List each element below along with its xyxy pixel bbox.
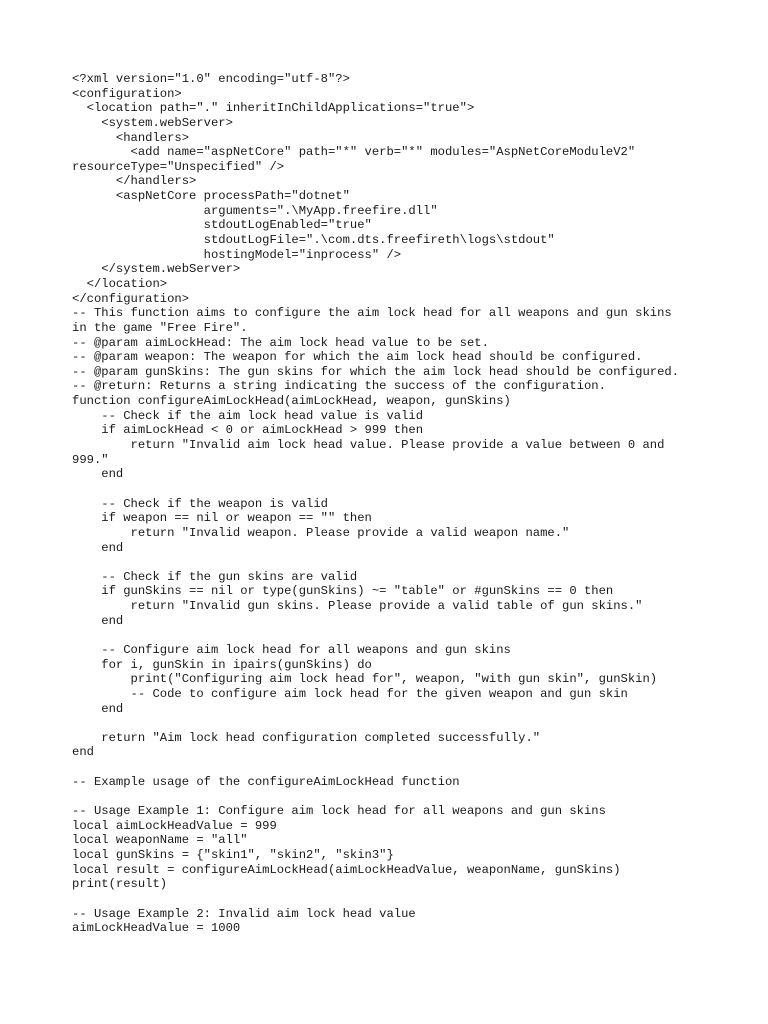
- code-line: [72, 716, 722, 731]
- code-line: <?xml version="1.0" encoding="utf-8"?>: [72, 72, 350, 86]
- code-line: return "Aim lock head configuration completed successfully.": [72, 730, 541, 745]
- code-line: local result = configureAimLockHead(aimLockHeadValue, weaponName, gunSkins): [72, 862, 621, 877]
- code-line: end: [72, 701, 124, 716]
- code-line: return "Invalid gun skins. Please provide a valid table of gun skins.": [72, 599, 643, 614]
- code-line: <add name="aspNetCore" path="*" verb="*" modules="AspNetCoreModuleV2": [72, 145, 636, 160]
- code-line: </location>: [72, 276, 168, 291]
- code-line: local weaponName = "all": [72, 833, 248, 848]
- code-line: <handlers>: [72, 130, 190, 145]
- code-line: resourceType="Unspecified" />: [72, 159, 285, 174]
- code-line: hostingModel="inprocess" />: [72, 247, 402, 262]
- code-line: [72, 789, 722, 804]
- code-line: 999.": [72, 452, 109, 467]
- code-line: stdoutLogEnabled="true": [72, 218, 372, 233]
- code-line: aimLockHeadValue = 1000: [72, 921, 241, 936]
- code-line: -- @param weapon: The weapon for which the aim lock head should be configured.: [72, 350, 643, 365]
- code-line: arguments=".\MyApp.freefire.dll": [72, 203, 438, 218]
- code-line: -- Configure aim lock head for all weapons and gun skins: [72, 642, 511, 657]
- code-line: if gunSkins == nil or type(gunSkins) ~= "table" or #gunSkins == 0 then: [72, 584, 614, 599]
- code-line: -- Example usage of the configureAimLockHead function: [72, 774, 460, 789]
- code-line: [72, 760, 722, 775]
- code-line: <location path="." inheritInChildApplications="true">: [72, 101, 475, 116]
- code-line: </system.webServer>: [72, 262, 241, 277]
- code-line: </configuration>: [72, 291, 190, 306]
- code-line: -- Check if the gun skins are valid: [72, 569, 358, 584]
- code-line: end: [72, 745, 94, 760]
- code-line: for i, gunSkin in ipairs(gunSkins) do: [72, 657, 372, 672]
- code-line: -- @param gunSkins: The gun skins for which the aim lock head should be configured.: [72, 364, 680, 379]
- code-line: [72, 555, 722, 570]
- code-line: -- Check if the weapon is valid: [72, 496, 328, 511]
- code-line: -- @param aimLockHead: The aim lock head value to be set.: [72, 335, 489, 350]
- code-line: return "Invalid aim lock head value. Please provide a value between 0 and: [72, 438, 665, 453]
- code-line: local gunSkins = {"skin1", "skin2", "skin3"}: [72, 847, 394, 862]
- code-line: in the game "Free Fire".: [72, 320, 248, 335]
- code-line: if weapon == nil or weapon == "" then: [72, 511, 372, 526]
- code-line: <configuration>: [72, 86, 182, 101]
- code-line: <system.webServer>: [72, 115, 233, 130]
- code-line: end: [72, 540, 124, 555]
- code-line: print("Configuring aim lock head for", weapon, "with gun skin", gunSkin): [72, 672, 658, 687]
- code-line: print(result): [72, 877, 168, 892]
- code-line: [72, 628, 722, 643]
- code-line: [72, 482, 722, 497]
- code-line: -- @return: Returns a string indicating the success of the configuration.: [72, 379, 606, 394]
- code-line: [72, 892, 722, 907]
- code-line: </handlers>: [72, 174, 197, 189]
- code-line: -- Usage Example 2: Invalid aim lock head value: [72, 906, 416, 921]
- code-line: -- Code to configure aim lock head for the given weapon and gun skin: [72, 686, 628, 701]
- code-line: -- Usage Example 1: Configure aim lock head for all weapons and gun skins: [72, 804, 606, 819]
- code-listing: [72, 72, 722, 936]
- code-line: -- This function aims to configure the aim lock head for all weapons and gun skins: [72, 306, 672, 321]
- code-line: local aimLockHeadValue = 999: [72, 818, 277, 833]
- code-line: end: [72, 467, 124, 482]
- code-line: -- Check if the aim lock head value is valid: [72, 408, 424, 423]
- code-line: stdoutLogFile=".\com.dts.freefireth\logs\stdout": [72, 233, 555, 248]
- code-line: if aimLockHead < 0 or aimLockHead > 999 then: [72, 423, 424, 438]
- code-line: return "Invalid weapon. Please provide a valid weapon name.": [72, 525, 570, 540]
- code-line: <aspNetCore processPath="dotnet": [72, 189, 350, 204]
- code-line: function configureAimLockHead(aimLockHead, weapon, gunSkins): [72, 394, 511, 409]
- code-line: end: [72, 613, 124, 628]
